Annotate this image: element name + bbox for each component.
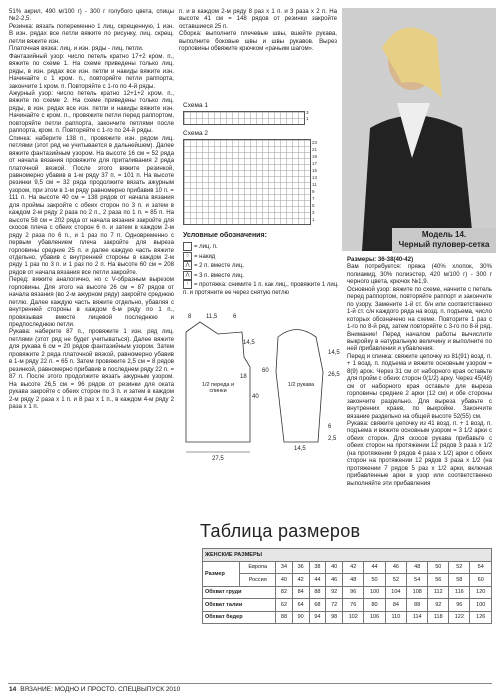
- scheme-label: 14,5: [294, 446, 306, 452]
- size-table-title: Таблица размеров: [200, 521, 361, 541]
- legend-title: Условные обозначения:: [183, 232, 267, 239]
- chart1-row-numbers: 3 1: [306, 110, 309, 121]
- front-back-label: 1/2 переда и спинки: [201, 382, 235, 394]
- scheme-label: 60: [262, 368, 269, 374]
- right-text-column: [347, 256, 492, 487]
- materials-paragraph: Вам потребуется: пряжа (40% хлопок, 30% полиамид, 30% полиэстер, 420 м/100 г) - 300 г черного цвета, крючок №1,9.: [347, 263, 492, 286]
- scheme-label: 11,5: [206, 314, 218, 320]
- front-back-paragraph: Перед и спинка: свяжите цепочку из 81(91) возд. п. + 1 возд. п. подъема и вяжите основным узором = 8(9) арок. Через 31 см от наборного края оставьте для пройм с обеих сторон 0(1/2) арку. Через 45(48) см от наборного края оставьте для выреза горловины средние 2 арки (12 см) и обе стороны закончите раздельно. Для выреза убавьте с внутренних краев, по выкройке. Закончите вязание раздельно на общей высоте 52(55) см.: [347, 352, 492, 420]
- scheme-label: 14,5: [243, 340, 255, 346]
- table-row: Обхват бедер 88 90 94 98 102 106 110 114 118 122 126: [203, 611, 492, 624]
- chart2-row-numbers: 23 21 19 17 15 13 11 9 7 5 3 1: [312, 140, 318, 222]
- scheme-label: 2,5: [328, 436, 337, 442]
- assembly-paragraph: Сборка: выполните плечевые швы, вшейте рукава, выполните боковые швы и швы рукавов. Вырез горловины обвяжите крючком «рачьим шагом».: [179, 30, 337, 53]
- chart2-grid: [183, 139, 311, 225]
- sleeve-cont-paragraph: п. и в каждом 2-м ряду 8 раз х 1 п. и 3 раза х 2 п. На высоте 41 см = 148 рядов от резинки закройте оставшиеся 25 п.: [179, 8, 337, 30]
- legend: Условные обозначения: = лиц. п. ○ = накид ⋀ = 2 п. вместе лиц. ⋀ = 3 п. вместе лиц. ↑ = протяжка: снимите 1 п. как лиц., провяжите 1 лиц. п. и протяните ее через снятую петлю: [183, 232, 343, 297]
- fancy-pattern-paragraph: Фантазийный узор: число петель кратно 17+2 кром. п., вяжите по схеме 1. На схеме приведены только лиц. ряды, в изн. рядах все изн. петли и накиды вяжите изн. Начинайте с 1 кром. п., повторяйте петли раппорта, закончите 1 кром. п. Повторяйте с 1-го по 4-й ряды.: [9, 52, 174, 90]
- mid-text-column: [179, 8, 337, 53]
- scheme-label: 14,5: [328, 350, 340, 356]
- table-row: Обхват груди 82 84 88 92 96 100 104 108 112 116 120: [203, 586, 492, 599]
- sizes-paragraph: Размеры: 36-38(40-42): [347, 256, 414, 263]
- left-text-column: [9, 8, 174, 410]
- chart1-grid: [183, 111, 305, 125]
- garter-paragraph: Платочная вязка: лиц. и изн. ряды - лиц. петли.: [9, 45, 144, 53]
- scheme-label: 8: [188, 314, 192, 320]
- chart2-title: Схема 2: [183, 130, 208, 137]
- main-pattern-paragraph: Основной узор: вяжите по схеме, начните с петель перед раппортом, повторяйте раппорт и закончите по узору. Замените 1-й ст. б/н или соответственно 1-й ст. с/н каждого ряда на возд. п. подъема, число которых обозначено на схеме. Повторите 1 раз с 1-го по 8-й ряд, затем повторяйте с 3-го по 8-й ряд.: [347, 285, 492, 331]
- psso-icon: ↑: [183, 280, 192, 289]
- scheme-label: 40: [252, 394, 259, 400]
- front-paragraph: Перед: вяжите аналогично, но с V-образным вырезом горловины. Для этого на высоте 26 см = 87 рядов от начала вязания (во 2-м ажурном ряду) закройте среднюю петлю. Далее каждую часть вяжите отдельно, убавляя с внутренней стороны в каждом 6-м ряду по 1 п., провязывая вместе лицевой последнюю и предпоследнюю петли.: [9, 276, 174, 329]
- sleeves-right-paragraph: Рукава: свяжите цепочку из 41 возд. п. + 1 возд. п. подъема и вяжите основным узором = 3 1/2 арки с обеих сторон. Для скосов рукава прибавьте с обеих сторон на протяжении 12 рядов 3 раза x 1/2 (на протяжении 9 рядов 4 раза x 1/2) арки с обеих сторон на протяжении 12 рядов 3 раза x 1/2 (на протяжении 7 рядов 5 раз x 1/2 арки, включая прибавленные арки в узор или соответственно выполняйте эти прибавления: [347, 419, 492, 487]
- table-row: Обхват талии 62 64 68 72 76 80 84 88 92 96 100: [203, 599, 492, 612]
- model-photo: [342, 8, 496, 251]
- page-footer: [9, 686, 180, 693]
- magazine-title: ВЯЗАНИЕ: МОДНО И ПРОСТО. СПЕЦВЫПУСК 2010: [20, 686, 181, 693]
- k3tog-icon: ⋀: [183, 271, 192, 280]
- pattern-schematics: [178, 312, 343, 467]
- scheme-label: 26,5: [328, 372, 340, 378]
- scheme-bottom-label: 27,5: [212, 456, 224, 462]
- size-table-header: ЖЕНСКИЕ РАЗМЕРЫ: [203, 549, 492, 562]
- lace-pattern-paragraph: Ажурный узор: число петель кратно 12+1+2 кром. п., вяжите по схеме 2. На схеме приведены только лиц. ряды, в изн. рядах все изн. петли и накиды вяжите изн. Начинайте с кром. п., провяжите петли перед раппортом, повторяйте петли раппорта, закончите петлями после раппорта, кром. п. Повторяйте с 1-го по 24-й ряды.: [9, 89, 174, 135]
- model-caption: [392, 228, 496, 253]
- model-number: Модель 14.: [421, 230, 467, 239]
- chart1-title: Схема 1: [183, 102, 208, 109]
- sleeves-paragraph: Рукава: наберите 87 п., провяжите 1 изн. ряд лиц. петлями (этот ряд не будет учитываться). Далее вяжите для рукава 6 см = 20 рядов фантазийным узором. Затем провяжите 2 ряда платочной вязкой, равномерно убавив в 1-м ряду 22 п. = 65 п. Затем провяжите 2,5 см = 8 рядов резинкой, равномерно прибавив в последнем ряду 22 п. = 87 п. После этого продолжите вязать ажурным узором. На высоте 26,5 см = 96 рядов от резинки для оката рукава закройте с обеих сторон по 3 п. и затем в каждом 2-м ряду 2 раза х 1 п. и 8 раз х 1 п., в каждом 4-м ряду 2 раза х 1 п.: [9, 328, 175, 411]
- attention-paragraph: Внимание! Перед началом работы вычислите выкройку в натуральную величину и выполните по ней прибавления и убавления.: [347, 330, 492, 353]
- yarn-over-icon: ○: [183, 252, 192, 261]
- model-photo-image: [342, 8, 496, 251]
- rib-paragraph: Резинка: вязать попеременно 1 лиц. скрещенную, 1 изн. В изн. рядах все петли вяжите по рисунку, лиц. скрещ. петли вяжите изн.: [9, 22, 174, 45]
- table-row: Россия 40 42 44 46 48 50 52 54 56 58 60: [203, 574, 492, 587]
- k2tog-icon: ⋀: [183, 261, 192, 270]
- back-paragraph: Спинка: наберите 138 п., провяжите изн. рядом лиц. петлями (этот ряд не учитывается в дальнейшем). Далее вяжите фантазийным узором. На высоте 16 см = 52 ряда от начала вязания провяжите для приталивания 2 ряда платочной вязкой. После этого вяжите резинкой, равномерно убавив в 1-м ряду 37 п. = 101 п. На высоте резинки 9,5 см = 32 ряда продолжите вязать ажурным узором, при этом в 1-м ряду равномерно прибавив 10 п. = 111 п. На высоте 40 см = 138 рядов от начала вязания для проймы закройте с обеих сторон по 3 п. и затем в каждом 2-м ряду 2 раза по 2 п., 2 раза по 1 п. = 85 п. На высоте 58 см = 202 ряда от начала вязания закройте для скосов плеча с обеих сторон 6 п. и затем в каждом 2-м ряду 2 раза по 6 п., и 1 раз по 7 п. Одновременно с первым убавлением плеча закройте для выреза горловины средние 25 п. и далее каждую часть вяжите отдельно, убавив с внутренней стороны в каждом 2-м ряду 1 раз по 3 п. и 1 раз по 2 п. На высоте 60 см = 208 рядов от начала вязания все петли закройте.: [9, 134, 174, 276]
- sleeve-label: 1/2 рукава: [287, 382, 315, 388]
- scheme-label: 6: [328, 424, 332, 430]
- footer-rule: [8, 683, 492, 684]
- scheme-label: 6: [233, 314, 237, 320]
- table-row: Размер Европа 34 36 38 40 42 44 46 48 50 52 54: [203, 561, 492, 574]
- scheme-label: 18: [240, 374, 247, 380]
- page-number: 14: [9, 686, 17, 693]
- model-title: Черный пуловер-сетка: [398, 240, 490, 249]
- size-table: [202, 548, 492, 624]
- yarn-paragraph: 51% акрил, 490 м/100 г) - 300 г голубого цвета, спицы №2-2,5.: [9, 8, 174, 23]
- knit-stitch-icon: [183, 242, 192, 251]
